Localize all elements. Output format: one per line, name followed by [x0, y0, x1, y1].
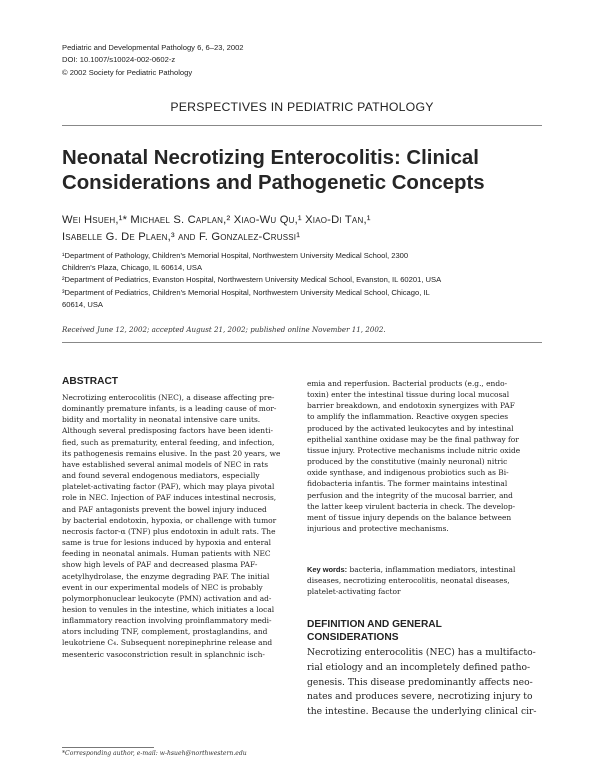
section-body — [307, 646, 539, 720]
abstract-line: and found several endogenous mediators, especially — [62, 471, 260, 481]
body-line: rial etiology and an incompletely defined patho- — [307, 661, 531, 673]
section-heading — [307, 619, 539, 645]
abstract-line: emia and reperfusion. Bacterial products (e.g., endo- — [307, 379, 508, 388]
received-dates: Received June 12, 2002; accepted August 21, 2002; published online November 11, 2002. — [62, 325, 386, 334]
journal-citation: Pediatric and Developmental Pathology 6, 6–23, 2002 — [62, 43, 244, 52]
section-label: PERSPECTIVES IN PEDIATRIC PATHOLOGY — [170, 100, 434, 114]
affiliation-line: 60614, USA — [62, 299, 103, 309]
header-divider — [62, 125, 542, 126]
footnote-divider — [62, 747, 154, 748]
abstract-line: by bacterial endotoxin, hypoxia, or challenge with tumor — [62, 515, 277, 525]
abstract-line: leukotriene C₄. Subsequent norepinephrine release and — [62, 638, 273, 648]
abstract-line: injurious and protective mechanisms. — [307, 524, 449, 534]
abstract-right-column — [307, 378, 539, 534]
section-heading-line-2: CONSIDERATIONS — [307, 631, 399, 643]
abstract-line: its pathogenesis remains elusive. In the past 20 years, we — [62, 448, 281, 458]
affiliation-line: Children's Plaza, Chicago, IL 60614, USA — [62, 263, 203, 273]
abstract-line: inflammatory reaction involving proinflammatory medi- — [62, 616, 272, 626]
keywords-line-3: platelet-activating factor — [307, 587, 401, 597]
abstract-line: feeding in neonatal animals. Human patients with NEC — [62, 549, 271, 559]
abstract-line: polymorphonuclear leukocyte (PMN) activation and ad- — [62, 593, 272, 603]
abstract-heading: ABSTRACT — [62, 376, 119, 387]
abstract-line: and PAF antagonists prevent the bowel injury induced — [62, 504, 267, 514]
section-heading-line-1: DEFINITION AND GENERAL — [307, 619, 442, 630]
affiliation-line: ³Department of Pediatrics, Children's Memorial Hospital, Northwestern University Medical School, Chicago, IL — [62, 287, 430, 297]
keywords — [307, 564, 539, 597]
abstract-line: fied, such as prematurity, enteral feeding, and infection, — [62, 437, 275, 447]
abstract-line: produced by the constitutive (mainly neuronal) nitric — [307, 457, 508, 467]
abstract-line: necrosis factor-α (TNF) plus endotoxin in adult rats. The — [62, 526, 276, 536]
affiliation-line: ¹Department of Pathology, Children's Memorial Hospital, Northwestern University Medical School, 2300 — [62, 251, 409, 260]
keywords-label: Key words: — [307, 565, 348, 574]
body-line: the intestine. Because the underlying clinical cir- — [307, 706, 537, 718]
abstract-line: bidity and mortality in neonatal intensive care units. — [62, 415, 261, 425]
body-line: nates and produces severe, necrotizing injury to — [307, 691, 533, 703]
abstract-line: dominantly premature infants, is a leading cause of mor- — [62, 404, 277, 414]
abstract-line: to amplify the inflammation. Reactive oxygen species — [307, 412, 509, 422]
abstract-line: show high levels of PAF and decreased plasma PAF- — [62, 560, 258, 570]
journal-header — [62, 42, 542, 79]
abstract-line: Necrotizing enterocolitis (NEC), a disease affecting pre- — [62, 393, 275, 402]
affiliation-line: ²Department of Pediatrics, Evanston Hospital, Northwestern University Medical School, Evanston, IL 60201, USA — [62, 275, 442, 285]
corresponding-author-footnote: *Corresponding author, e-mail: w-hsueh@northwestern.edu — [62, 750, 247, 757]
abstract-left-column — [62, 392, 294, 660]
abstract-line: ators including TNF, complement, prostaglandins, and — [62, 627, 268, 637]
abstract-line: oxide synthase, and indigenous probiotics such as Bi- — [307, 468, 509, 478]
abstract-line: perfusion and the integrity of the mucosal barrier, and — [307, 490, 513, 500]
abstract-line: same is true for lesions induced by hypoxia and enteral — [62, 538, 271, 548]
abstract-line: role in NEC. Injection of PAF induces intestinal necrosis, — [62, 493, 277, 503]
abstract-line: event in our experimental models of NEC is probably — [62, 582, 263, 592]
title-line-2: Considerations and Pathogenetic Concepts — [62, 172, 485, 194]
abstract-line: hesion to venules in the intestine, which initiates a local — [62, 604, 275, 614]
abstract-line: epithelial xanthine oxidase may be the final pathway for — [307, 434, 519, 444]
authors-line-2: Isabelle G. De Plaen,³ and F. Gonzalez-Crussi¹ — [62, 231, 301, 243]
abstract-line: Although several predisposing factors have been identi- — [62, 426, 273, 436]
dates-divider — [62, 342, 542, 343]
abstract-line: have established several animal models of NEC in rats — [62, 459, 269, 469]
author-list — [62, 212, 542, 246]
article-title — [62, 146, 552, 196]
keywords-line-2: diseases, necrotizing enterocolitis, neonatal diseases, — [307, 576, 510, 586]
body-line: genesis. This disease predominantly affects neo- — [307, 676, 533, 688]
affiliations — [62, 250, 542, 311]
abstract-line: the latter keep virulent bacteria in check. The develop- — [307, 501, 516, 511]
abstract-line: acetylhydrolase, the enzyme degrading PAF. The initial — [62, 571, 270, 581]
authors-line-1: Wei Hsueh,¹* Michael S. Caplan,² Xiao-Wu Qu,¹ Xiao-Di Tan,¹ — [62, 214, 371, 226]
doi: DOI: 10.1007/s10024-002-0602-z — [62, 55, 176, 65]
abstract-line: ment of tissue injury depends on the balance between — [307, 512, 512, 522]
title-line-1: Neonatal Necrotizing Enterocolitis: Clinical — [62, 147, 479, 169]
abstract-line: toxin) enter the intestinal tissue during local mucosal — [307, 390, 510, 400]
keywords-text: bacteria, inflammation mediators, intestinal — [347, 565, 516, 574]
abstract-line: produced by the activated leukocytes and by intestinal — [307, 423, 514, 433]
abstract-line: mesenteric vasoconstriction result in splanchnic isch- — [62, 649, 265, 659]
abstract-line: tissue injury. Protective mechanisms include nitric oxide — [307, 445, 521, 455]
body-line: Necrotizing enterocolitis (NEC) has a multifacto- — [307, 647, 536, 658]
copyright: © 2002 Society for Pediatric Pathology — [62, 67, 193, 77]
abstract-line: platelet-activating factor (PAF), which may playa pivotal — [62, 482, 275, 492]
abstract-line: barrier breakdown, and endotoxin synergizes with PAF — [307, 401, 515, 411]
keywords-line-1 — [307, 564, 539, 575]
abstract-line: fidobacteria infantis. The former maintains intestinal — [307, 479, 508, 489]
